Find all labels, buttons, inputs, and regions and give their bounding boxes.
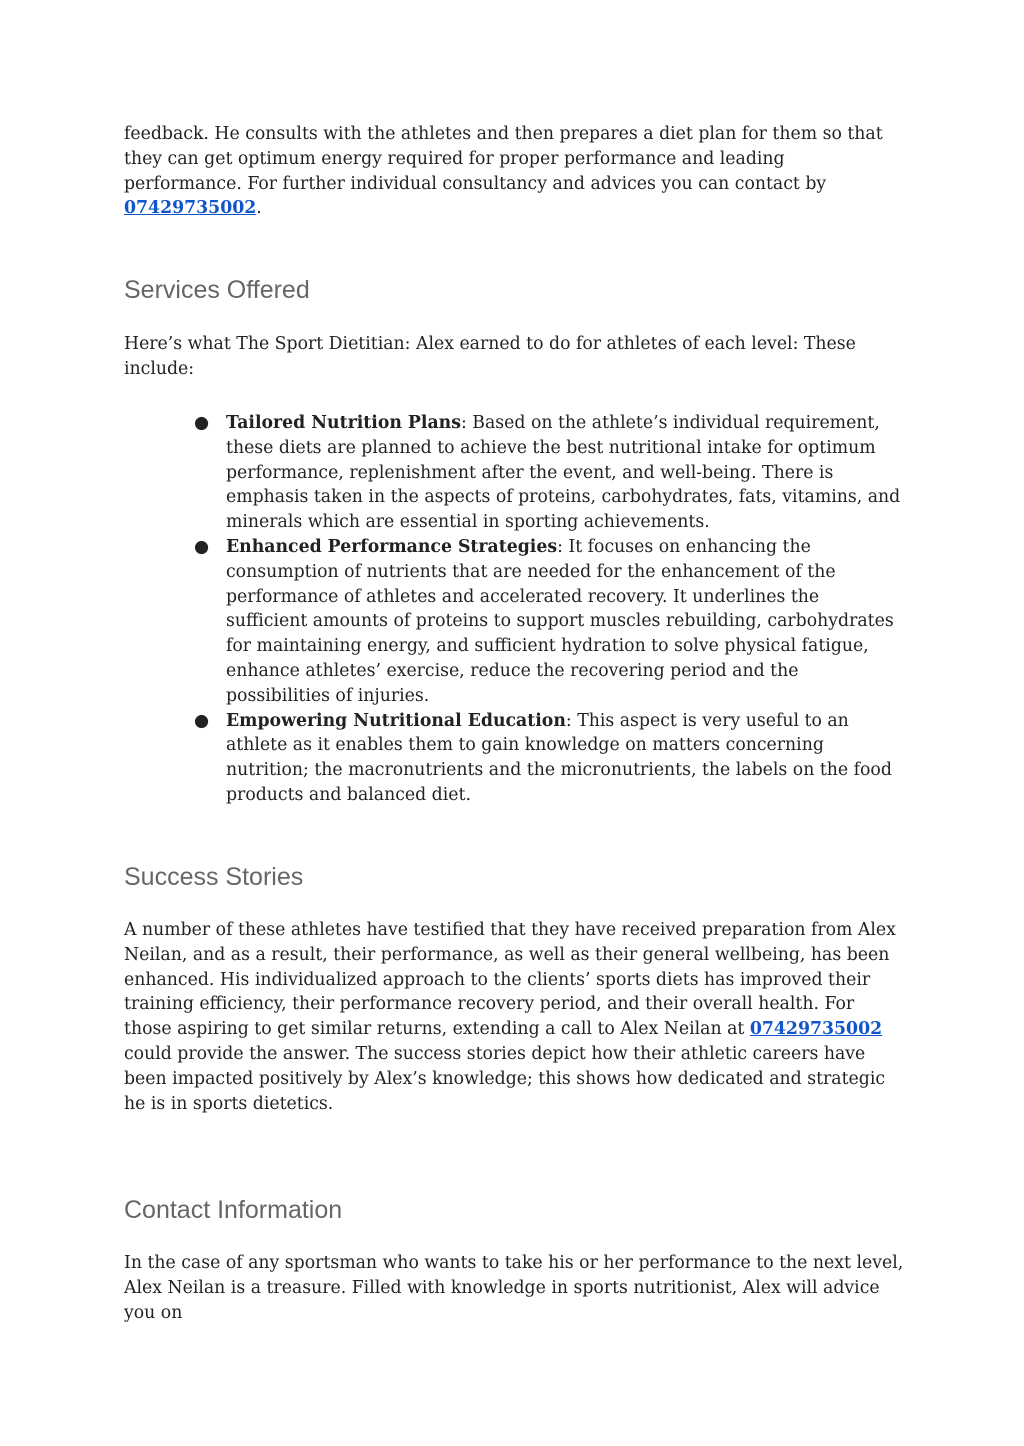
success-text: A number of these athletes have testified that they have received preparation from Alex Neilan, and as a result, their performance, as well as their general wellbeing, has been enhanced. His individualized approach to the clients’ sports diets has improved their training efficiency, their performance recovery period, and their overall health. For those aspiring to get similar returns, extending a call to Alex Neilan at bbox=[124, 920, 896, 1040]
success-text-end: could provide the answer. The success stories depict how their athletic careers have been impacted positively by Alex’s knowledge; this shows how dedicated and strategic he is in sports dietetics. bbox=[124, 1043, 886, 1114]
intro-text-end: . bbox=[256, 198, 262, 219]
intro-text: feedback. He consults with the athletes and then prepares a diet plan for them so that they can get optimum energy required for proper performance and leading performance. For further individual consultancy and advices you can contact by bbox=[124, 124, 883, 194]
success-heading: Success Stories bbox=[124, 863, 304, 891]
services-intro: Here’s what The Sport Dietitian: Alex earned to do for athletes of each level: These include: bbox=[124, 334, 856, 379]
list-item bbox=[124, 709, 904, 808]
contact-heading: Contact Information bbox=[124, 1196, 343, 1224]
contact-paragraph: In the case of any sportsman who wants to take his or her performance to the next level, Alex Neilan is a treasure. Filled with knowledge in sports nutritionist, Alex will advice you on bbox=[124, 1253, 904, 1323]
intro-paragraph bbox=[124, 122, 904, 221]
success-paragraph bbox=[124, 918, 904, 1116]
success-phone-link[interactable]: 07429735002 bbox=[749, 1019, 883, 1040]
bullet-icon: ● bbox=[194, 536, 210, 557]
bullet-icon: ● bbox=[194, 710, 210, 731]
list-item-text: : It focuses on enhancing the consumption of nutrients that are needed for the enhancement of the performance of athletes and accelerated recovery. It underlines the sufficient amounts of proteins to support muscles rebuilding, carbohydrates for maintaining energy, and sufficient hydration to solve physical fatigue, enhance athletes’ exercise, reduce the recovering period and the possibilities of injuries. bbox=[226, 536, 894, 706]
list-item-text: : Based on the athlete’s individual requirement, these diets are planned to achieve the best nutritional intake for optimum performance, replenishment after the event, and well-being. There is emphasis taken in the aspects of proteins, carbohydrates, fats, vitamins, and minerals which are essential in sporting achievements. bbox=[226, 413, 901, 533]
intro-phone-link[interactable]: 07429735002 bbox=[124, 198, 257, 219]
services-heading: Services Offered bbox=[124, 276, 310, 304]
list-item bbox=[124, 411, 904, 535]
list-item-text: : This aspect is very useful to an athlete as it enables them to gain knowledge on matters concerning nutrition; the macronutrients and the micronutrients, the labels on the food products and balanced diet. bbox=[226, 710, 892, 805]
list-item-title: Tailored Nutrition Plans bbox=[226, 413, 461, 433]
bullet-icon: ● bbox=[194, 413, 210, 433]
list-item bbox=[124, 535, 904, 709]
services-list bbox=[124, 411, 904, 808]
list-item-title: Enhanced Performance Strategies bbox=[226, 536, 558, 557]
list-item-title: Empowering Nutritional Education bbox=[226, 710, 566, 731]
